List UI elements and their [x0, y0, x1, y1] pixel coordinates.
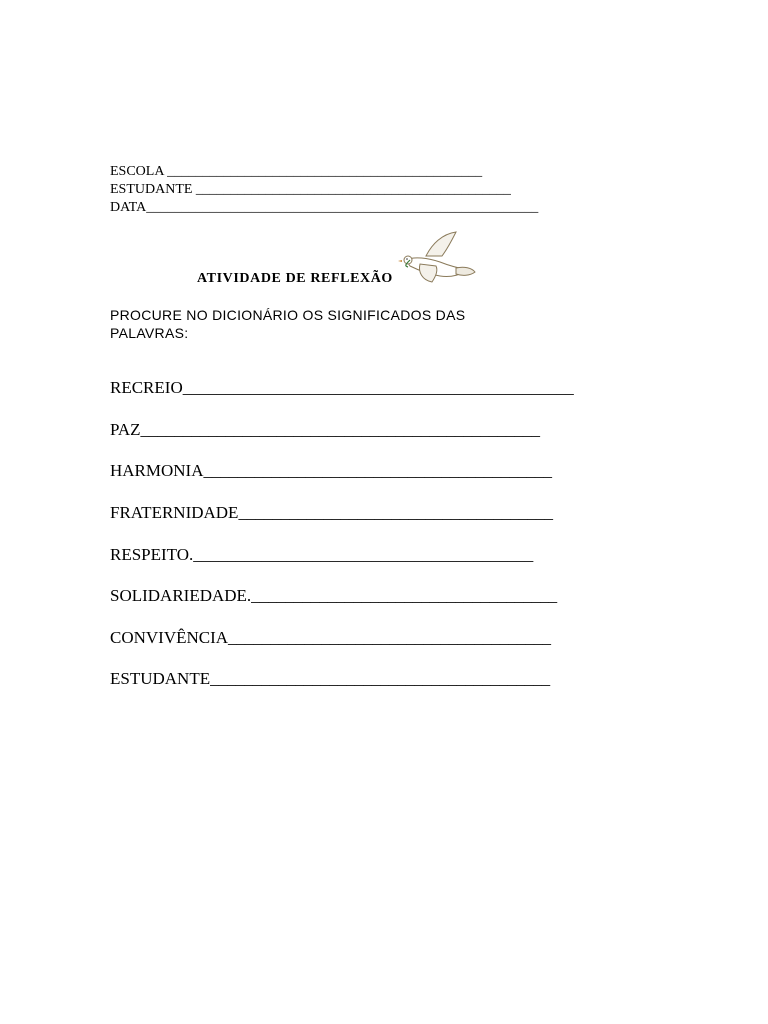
word-fraternidade: FRATERNIDADE_____________________________________: [110, 503, 553, 522]
word-harmonia: HARMONIA_________________________________________: [110, 461, 552, 480]
word-respeito: RESPEITO.________________________________________: [110, 545, 534, 564]
word-estudante: ESTUDANTE________________________________________: [110, 669, 551, 688]
instruction-text: PROCURE NO DICIONÁRIO OS SIGNIFICADOS DAS PALAVRAS:: [110, 307, 466, 341]
dove-icon: [396, 230, 476, 290]
word-convivencia: CONVIVÊNCIA______________________________________: [110, 628, 552, 647]
header-data: DATA________________________________________________________: [110, 200, 539, 215]
word-recreio: RECREIO______________________________________________: [110, 378, 574, 397]
word-solidariedade: SOLIDARIEDADE.____________________________________: [110, 586, 558, 605]
header-estudante: ESTUDANTE _____________________________________________: [110, 182, 511, 197]
header-escola: ESCOLA _____________________________________________: [110, 164, 483, 179]
word-paz: PAZ_______________________________________________: [110, 420, 541, 439]
activity-title: ATIVIDADE DE REFLEXÃO: [197, 271, 393, 286]
